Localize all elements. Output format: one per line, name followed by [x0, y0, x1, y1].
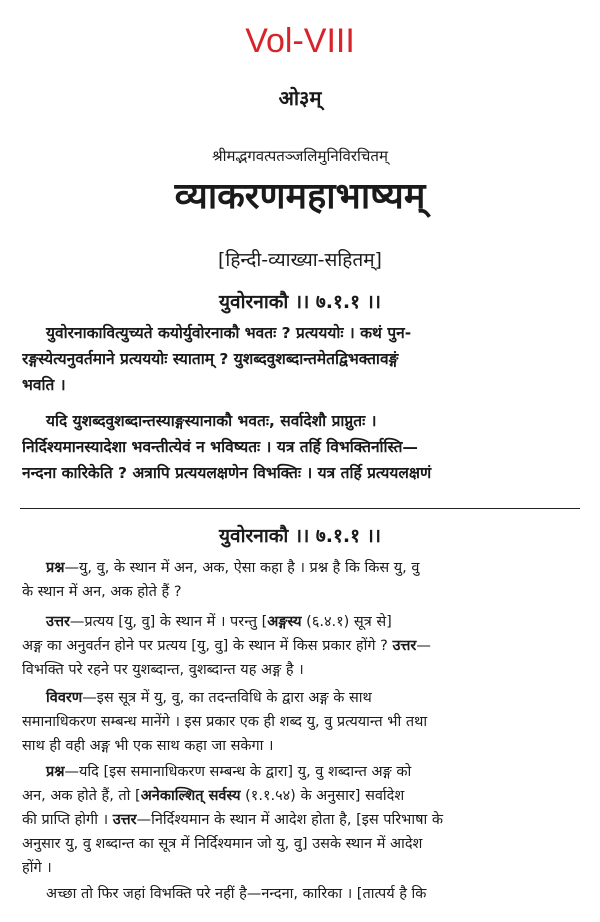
explanation-label: विवरण [46, 690, 83, 706]
hindi-paragraph-explanation [22, 686, 586, 758]
question-label: प्रश्न [46, 764, 65, 780]
answer-label: उत्तर [392, 638, 417, 654]
text-segment: —यु, वु, के स्थान में अन, अक, ऐसा कहा है । प्रश्न है कि किस यु, वु [64, 560, 420, 576]
text-line: रङ्गस्येत्यनुवर्तमाने प्रत्यययोः स्याताम् ? युशब्दवुशब्दान्तमेतद्विभक्तावङ्गं [22, 350, 399, 368]
text-segment: अङ्ग का अनुवर्तन होने पर प्रत्यय [यु, वु] के स्थान में किस प्रकार होंगे ? [22, 638, 393, 654]
hindi-paragraph-answer-1 [22, 610, 586, 682]
book-subtitle: [हिन्दी-व्याख्या-सहितम्] [218, 249, 382, 271]
text-line: भवति । [22, 376, 66, 394]
text-segment: —प्रत्यय [यु, वु] के स्थान में । परन्तु [ [69, 614, 268, 630]
sutra-reference: अङ्गस्य [267, 614, 302, 630]
hindi-paragraph-continuation [22, 882, 586, 906]
answer-label: उत्तर [112, 812, 137, 828]
text-line: अच्छा तो फिर जहां विभक्ति परे नहीं है—नन्दना, कारिका । [तात्पर्य है कि [46, 886, 427, 902]
text-segment: —यदि [इस समानाधिकरण सम्बन्ध के द्वारा] यु, वु शब्दान्त अङ्ग को [64, 764, 412, 780]
text-segment: (६.४.१) सूत्र से] [301, 614, 392, 630]
text-line: युवोरनाकावित्युच्यते कयोर्युवोरनाकौ भवतः ? प्रत्यययोः । कथं पुन- [46, 324, 412, 342]
hindi-paragraph-question-1 [22, 556, 586, 604]
book-title: व्याकरणमहाभाष्यम् [174, 176, 426, 217]
question-label: प्रश्न [46, 560, 65, 576]
text-line: के स्थान में अन, अक होते हैं ? [22, 584, 182, 600]
text-segment: अन, अक होते हैं, तो [ [22, 788, 141, 804]
text-line: साथ ही वही अङ्ग भी एक साथ कहा जा सकेगा । [22, 738, 274, 754]
text-segment: — [416, 638, 431, 654]
hindi-paragraph-question-2 [22, 760, 586, 880]
sanskrit-paragraph-2 [22, 408, 586, 486]
text-line: अनुसार यु, वु शब्दान्त का सूत्र में निर्दिश्यमान जो यु, वु] उसके स्थान में आदेश [22, 836, 423, 852]
om-invocation: ओ३म् [278, 86, 322, 110]
answer-label: उत्तर [46, 614, 70, 630]
text-segment: —निर्दिश्यमान के स्थान में आदेश होता है, [इस परिभाषा के [136, 812, 444, 828]
text-line: समानाधिकरण सम्बन्ध मानेंगे । इस प्रकार एक ही शब्द यु, वु प्रत्ययान्त भी तथा [22, 714, 428, 730]
volume-label: Vol-VIII [245, 22, 355, 60]
text-line: होंगे । [22, 860, 52, 876]
text-segment: —इस सूत्र में यु, वु, का तदन्तविधि के द्वारा अङ्ग के साथ [82, 690, 372, 706]
sutra-heading-sanskrit: युवोरनाकौ ।। ७.१.१ ।। [219, 291, 381, 313]
text-line: निर्दिश्यमानस्यादेशा भवन्तीत्येवं न भविष्यतः । यत्र तर्हि विभक्तिर्नास्ति— [22, 438, 418, 456]
sanskrit-paragraph-1 [22, 320, 586, 398]
text-segment: (१.१.५४) के अनुसार] सर्वादेश [240, 788, 405, 804]
sutra-reference: अनेकाल्शित् सर्वस्य [140, 788, 241, 804]
text-segment: की प्राप्ति होगी । [22, 812, 113, 828]
attribution-line: श्रीमद्भगवत्पतञ्जलिमुनिविरचितम् [212, 147, 388, 165]
text-line: नन्दना कारिकेति ? अत्रापि प्रत्ययलक्षणेन विभक्तिः । यत्र तर्हि प्रत्ययलक्षणं [22, 464, 432, 482]
section-divider [20, 508, 580, 509]
text-line: विभक्ति परे रहने पर युशब्दान्त, वुशब्दान्त यह अङ्ग है । [22, 662, 304, 678]
text-line: यदि युशब्दवुशब्दान्तस्याङ्गस्यानाकौ भवतः, सर्वादेशौ प्राप्नुतः । [46, 412, 377, 430]
sutra-heading-hindi: युवोरनाकौ ।। ७.१.१ ।। [219, 525, 381, 547]
